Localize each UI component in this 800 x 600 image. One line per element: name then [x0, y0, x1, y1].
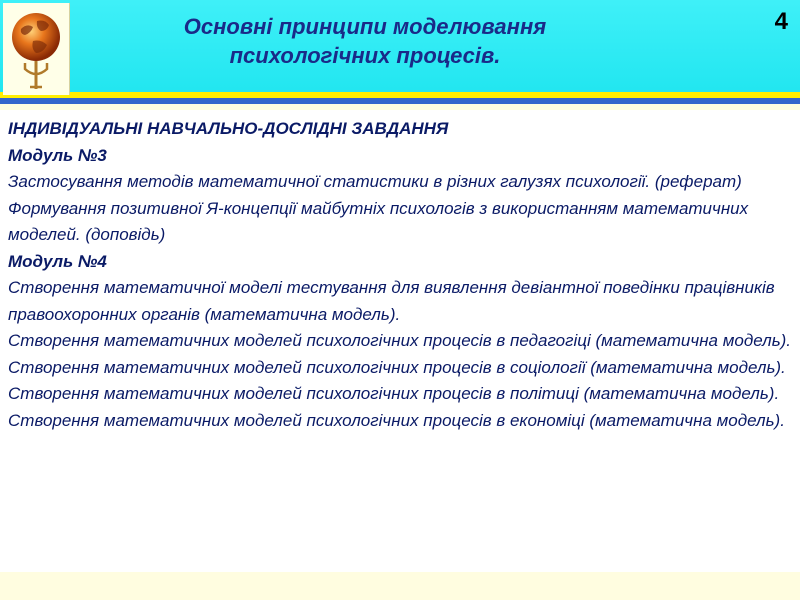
- section-heading: ІНДИВІДУАЛЬНІ НАВЧАЛЬНО-ДОСЛІДНІ ЗАВДАННЯ: [8, 119, 449, 138]
- module-4-item: Створення математичних моделей психологічних процесів в соціології (математична модель).: [8, 357, 786, 377]
- slide-title-line2: психологічних процесів.: [229, 43, 501, 68]
- module-3-label: Модуль №3: [8, 145, 107, 165]
- slide-title-line1: Основні принципи моделювання: [183, 14, 547, 39]
- slide-body: [8, 116, 792, 434]
- module-4-item: Створення математичних моделей психологічних процесів в політиці (математична модель).: [8, 384, 780, 403]
- module-4-label: Модуль №4: [8, 251, 107, 271]
- module-4-item: Створення математичної моделі тестування для виявлення девіантної поведінки працівників правоохоронних органів (математична модель).: [8, 278, 775, 324]
- module-4-item: Створення математичних моделей психологічних процесів в педагогіці (математична модель).: [8, 331, 792, 350]
- slide-title: [100, 12, 630, 70]
- globe-psi-logo-icon: [3, 3, 69, 95]
- module-3-item: Застосування методів математичної статистики в різних галузях психології. (реферат): [8, 172, 742, 191]
- page-number: 4: [774, 8, 788, 35]
- header-stripe-blue: [0, 98, 800, 104]
- footer-band: [0, 572, 800, 600]
- module-4-item: Створення математичних моделей психологічних процесів в економіці (математична модель).: [8, 410, 785, 430]
- logo: [3, 3, 70, 95]
- module-3-item: Формування позитивної Я-концепції майбутніх психологів з використанням математичних моделей. (доповідь): [8, 198, 749, 244]
